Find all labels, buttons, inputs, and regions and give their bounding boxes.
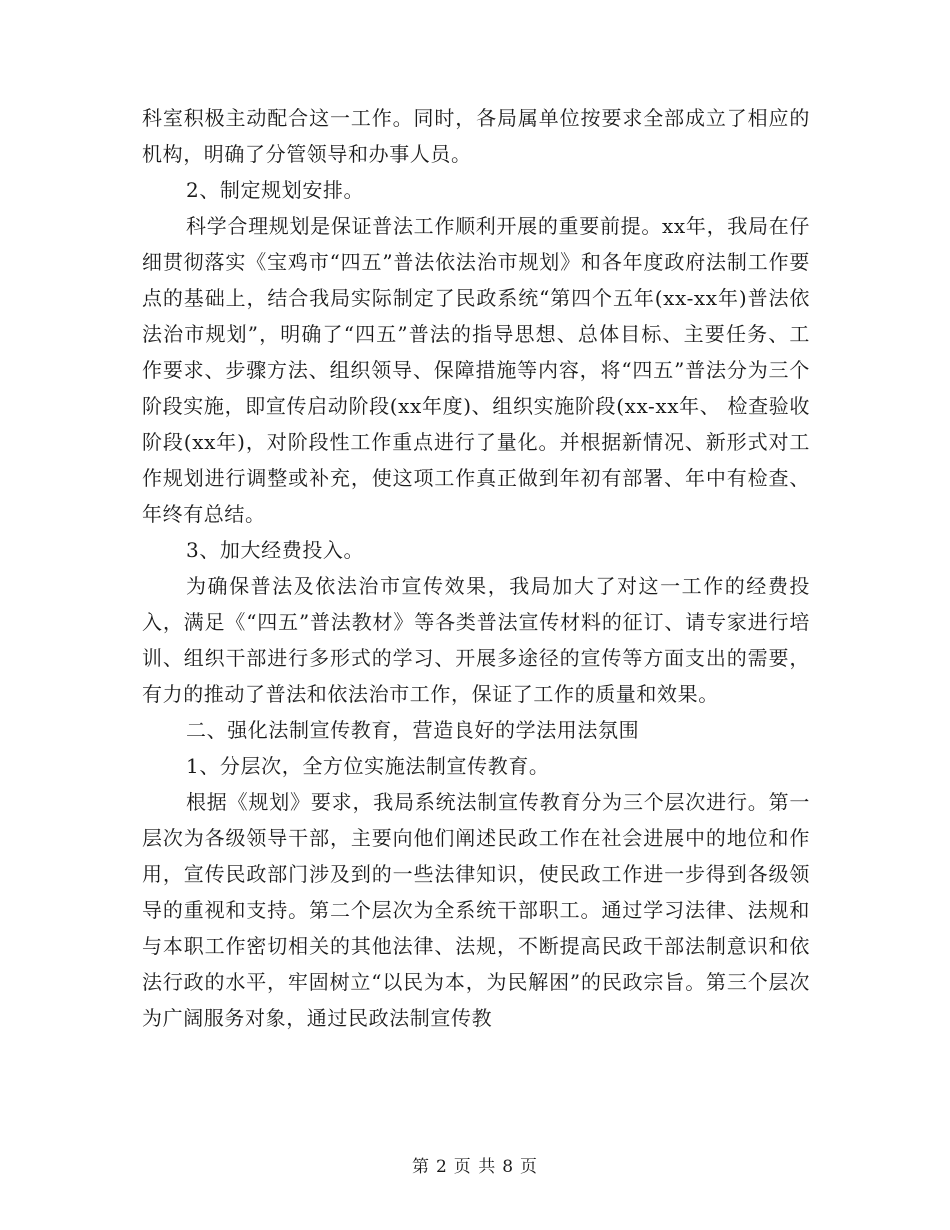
paragraph-4: 3、加大经费投入。	[186, 538, 365, 562]
footer-prefix: 第	[411, 1157, 430, 1177]
section-heading: 二、强化法制宣传教育，营造良好的学法用法氛围	[186, 718, 640, 742]
paragraph-2: 2、制定规划安排。	[186, 178, 365, 202]
paragraph-3: 科学合理规划是保证普法工作顺利开展的重要前提。xx年，我局在仔细贯彻落实《宝鸡市“四五”普法依法治市规划》和各年度政府法制工作要点的基础上，结合我局实际制定了民政系统“第四个五年(xx-xx年)普法依法治市规划”，明确了“四五”普法的指导思想、总体目标、主要任务、工作要求、步骤方法、组织领导、保障措施等内容，将“四五”普法分为三个阶段实施，即宣传启动阶段(xx年度)、组织实施阶段(xx-xx年、 检查验收阶段(xx年)，对阶段性工作重点进行了量化。并根据新情况、新形式对工作规划进行调整或补充，使这项工作真正做到年初有部署、年中有检查、年终有总结。	[142, 214, 810, 526]
paragraph-1: 科室积极主动配合这一工作。同时，各局属单位按要求全部成立了相应的机构，明确了分管领导和办事人员。	[142, 106, 810, 166]
footer-suffix: 页	[520, 1157, 539, 1177]
paragraph-5: 为确保普法及依法治市宣传效果，我局加大了对这一工作的经费投入，满足《“四五”普法教材》等各类普法宣传材料的征订、请专家进行培训、组织干部进行多形式的学习、开展多途径的宣传等方面支出的需要，有力的推动了普法和依法治市工作，保证了工作的质量和效果。	[142, 574, 810, 706]
footer-middle: 页 共	[453, 1157, 497, 1177]
footer-current-page: 2	[435, 1157, 448, 1177]
footer-total-pages: 8	[502, 1157, 515, 1177]
paragraph-8: 根据《规划》要求，我局系统法制宣传教育分为三个层次进行。第一层次为各级领导干部，主要向他们阐述民政工作在社会进展中的地位和作用，宣传民政部门涉及到的一些法律知识，使民政工作进一步得到各级领导的重视和支持。第二个层次为全系统干部职工。通过学习法律、法规和与本职工作密切相关的其他法律、法规，不断提高民政干部法制意识和依法行政的水平，牢固树立“以民为本，为民解困”的民政宗旨。第三个层次为广阔服务对象，通过民政法制宣传教	[142, 790, 810, 1030]
document-body	[142, 100, 810, 1036]
page-footer	[0, 1152, 950, 1177]
paragraph-7: 1、分层次，全方位实施法制宣传教育。	[186, 754, 550, 778]
